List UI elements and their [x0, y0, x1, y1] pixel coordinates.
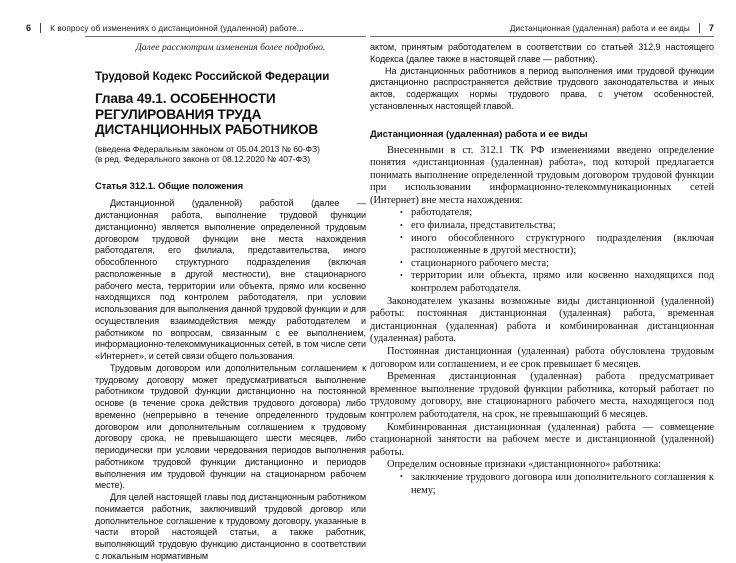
body-paragraph: Постоянная дистанционная (удаленная) работа обусловлена трудовым договором или соглашением, и ее срок превышает 6 месяцев.: [370, 346, 714, 370]
spacer: [370, 113, 714, 129]
left-page-column: [95, 42, 366, 563]
location-bullet-list: [370, 207, 714, 295]
list-item: • территории или объекта, прямо или косвенно находящихся под контролем работодателя.: [370, 270, 714, 295]
body-paragraph: Комбинированная дистанционная (удаленная) работа — совмещение стационарной занятости на рабочем месте и дистанционной (удаленной) работы.: [370, 421, 714, 458]
running-head-title-right: Дистанционная (удаленная) работа и ее виды: [509, 23, 690, 33]
lead-paragraph: Внесенными в ст. 312.1 ТК РФ изменениями введено определение понятия «дистанционная (удаленная) работа», под которой предлагается понимать выполнение определенной трудовым договором трудовой функции при использовании информационно-телекоммуникационных сетей (Интернет) вне места нахождения:: [370, 144, 714, 206]
list-item: • стационарного рабочего места;: [370, 258, 714, 271]
chapter-note-line-1: (введена Федеральным законом от 05.04.2013 № 60-ФЗ): [95, 143, 320, 154]
header-rule-left: [85, 36, 366, 37]
body-paragraph: Дистанционной (удаленной) работой (далее — дистанционная работа, выполнение трудовой функции дистанционно) является выполнение определенной трудовым договором трудовой функции вне места нахождения работодателя, его филиала, представительства, иного обособленного структурного подразделения (включая расположенные в другой местности), вне стационарного рабочего места, территории или объекта, прямо или косвенно находящихся под контролем работодателя, при условии использования для выполнения данной трудовой функции и для осуществления взаимодействия между работодателем и работником по вопросам, связанным с ее выполнением, информационно-телекоммуникационных сетей, в том числе сети «Интернет», и сетей связи общего пользования.: [95, 198, 366, 362]
section-heading: Дистанционная (удаленная) работа и ее виды: [370, 128, 588, 140]
intro-italic-line: Далее рассмотрим изменения более подробно.: [135, 42, 326, 53]
body-paragraph: Определим основные признаки «дистанционного» работника:: [387, 459, 662, 471]
running-head-left: [26, 20, 366, 36]
body-paragraph-continuation: актом, принятым работодателем в соответствии со статьей 312.9 настоящего Кодекса (далее также в настоящей главе — работник).: [370, 42, 714, 64]
article-heading: Статья 312.1. Общие положения: [95, 180, 244, 192]
folio-divider-right: [699, 23, 700, 33]
code-title: Трудовой Кодекс Российской Федерации: [95, 70, 330, 83]
right-page-column: [370, 42, 714, 497]
list-item: • иного обособленного структурного подразделения (включая расположенные в другой местности);: [370, 233, 714, 258]
body-paragraph: Для целей настоящей главы под дистанционным работником понимается работник, заключивший трудовой договор или дополнительное соглашение к трудовому договору, указанные в части второй настоящей статьи, а также работник, выполняющий трудовую функцию дистанционно в соответствии с локальным нормативным: [95, 492, 366, 561]
list-item: • его филиала, представительства;: [370, 220, 714, 233]
chapter-note-line-2: (в ред. Федерального закона от 08.12.2020 № 407-ФЗ): [95, 153, 311, 164]
header-rule-right: [370, 36, 714, 37]
running-head-right: [354, 20, 714, 36]
list-item: • заключение трудового договора или дополнительного соглашения к нему;: [370, 472, 714, 497]
body-paragraph: Трудовым договором или дополнительным соглашением к трудовому договору может предусматриваться выполнение работником трудовой функции дистанционно на постоянной основе (в течение срока действия трудового договора) либо временно (непрерывно в течение определенного трудовым договором или дополнительным соглашением к трудовому договору срока, не превышающего шести месяцев, либо периодически при условии чередования периодов выполнения работником трудовой функции дистанционно и периодов выполнения им трудовой функции на стационарном рабочем месте).: [95, 362, 366, 491]
feature-bullet-list: [370, 472, 714, 497]
list-item: • работодателя;: [370, 207, 714, 220]
body-paragraph: Временная дистанционная (удаленная) работа предусматривает временное выполнение трудовой функции работника, который работает по трудовому договору, вне стационарного рабочего места, находящегося под контролем работодателя, на срок, не превышающий 6 месяцев.: [370, 371, 714, 420]
page-folio-left: 6: [26, 23, 32, 33]
running-head-title-left: К вопросу об изменениях о дистанционной (удаленной) работе...: [50, 23, 304, 33]
folio-divider-left: [40, 23, 41, 33]
body-paragraph: Законодателем указаны возможные виды дистанционной (удаленной) работы: постоянная дистанционная (удаленная) работа, временная дистанционная (удаленная) работа и комбинированная дистанционная (удаленная) работа.: [370, 295, 714, 345]
page-folio-right: 7: [708, 23, 714, 33]
spacer: [95, 164, 366, 180]
chapter-title: Глава 49.1. ОСОБЕННОСТИ РЕГУЛИРОВАНИЯ ТРУДА ДИСТАНЦИОННЫХ РАБОТНИКОВ: [95, 91, 319, 137]
body-paragraph: На дистанционных работников в период выполнения ими трудовой функции дистанционно распространяется действие трудового законодательства и иных актов, содержащих нормы трудового права, с учетом особенностей, установленных настоящей главой.: [370, 65, 714, 111]
